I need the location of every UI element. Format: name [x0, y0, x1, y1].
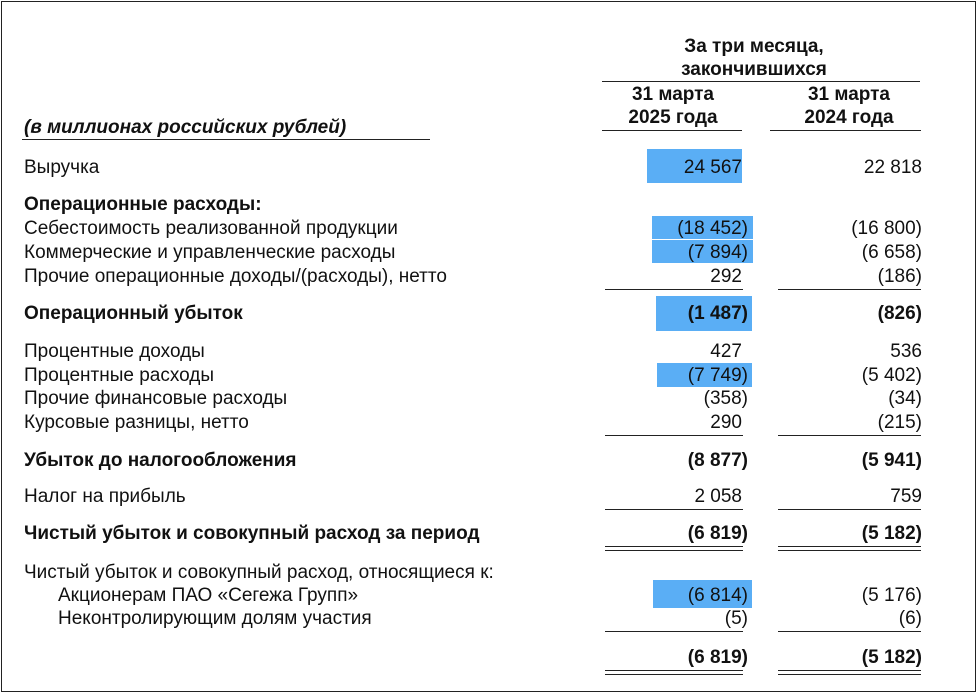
subtotal-rule-4-col1 — [605, 631, 743, 632]
value-2024-int-income: 536 — [890, 341, 922, 362]
value-2024-net-loss: (5 182) — [861, 523, 922, 544]
double-rule-total-col1 — [605, 670, 743, 675]
value-2025-int-expense: (7 749) — [687, 365, 748, 386]
value-2024-revenue: 22 818 — [863, 157, 922, 178]
value-2025-op-loss: (1 487) — [687, 303, 748, 324]
value-2025-pretax-loss: (8 877) — [687, 450, 748, 471]
row-label-revenue: Выручка — [24, 157, 100, 178]
value-2024-shareholders: (5 176) — [861, 585, 922, 606]
value-2025-other-op: 292 — [710, 266, 742, 287]
value-2024-other-op: (186) — [877, 266, 922, 287]
row-label-shareholders: Акционерам ПАО «Сегежа Групп» — [58, 585, 359, 606]
value-2025-tax: 2 058 — [694, 486, 742, 507]
period-title-2: закончившихся — [681, 59, 827, 80]
header-rule — [602, 81, 920, 82]
col1-header-line1: 31 марта — [631, 84, 714, 105]
value-2025-fx: 290 — [710, 412, 742, 433]
subtotal-rule-1-col1 — [605, 289, 743, 290]
row-label-op-loss: Операционный убыток — [24, 303, 243, 324]
double-rule-net-col2 — [778, 546, 921, 551]
value-2025-nci: (5) — [724, 608, 748, 629]
period-title-1: За три месяца, — [684, 36, 824, 57]
value-2024-total: (5 182) — [861, 647, 922, 668]
value-2024-fx: (215) — [877, 412, 922, 433]
row-label-cogs: Себестоимость реализованной продукции — [24, 218, 398, 239]
subtotal-rule-3-col2 — [778, 509, 921, 510]
value-2025-int-income: 427 — [710, 341, 742, 362]
row-label-int-income: Процентные доходы — [24, 341, 205, 362]
value-2024-tax: 759 — [890, 486, 922, 507]
value-2024-other-fin: (34) — [888, 388, 922, 409]
row-label-attrib-title: Чистый убыток и совокупный расход, относящиеся к: — [24, 562, 494, 583]
row-label-int-expense: Процентные расходы — [24, 365, 215, 386]
row-label-other-fin: Прочие финансовые расходы — [24, 388, 288, 409]
double-rule-total-col2 — [778, 670, 921, 675]
value-2025-other-fin: (358) — [703, 388, 748, 409]
document-frame — [1, 1, 976, 692]
subtotal-rule-2-col2 — [778, 435, 921, 436]
units-label: (в миллионах российских рублей) — [24, 117, 347, 138]
value-2025-sga: (7 894) — [687, 242, 748, 263]
col1-header-rule — [602, 130, 742, 131]
subtotal-rule-1-col2 — [778, 289, 921, 290]
subtotal-rule-4-col2 — [778, 631, 921, 632]
value-2024-cogs: (16 800) — [851, 218, 922, 239]
row-label-net-loss: Чистый убыток и совокупный расход за период — [24, 523, 480, 544]
col2-header-rule — [770, 130, 921, 131]
value-2025-net-loss: (6 819) — [687, 523, 748, 544]
units-rule — [22, 139, 430, 140]
row-label-fx: Курсовые разницы, нетто — [24, 412, 249, 433]
row-label-nci: Неконтролирующим долям участия — [58, 608, 372, 629]
col2-header-line2: 2024 года — [804, 107, 894, 128]
row-label-tax: Налог на прибыль — [24, 486, 186, 507]
value-2024-int-expense: (5 402) — [861, 365, 922, 386]
value-2025-cogs: (18 452) — [677, 218, 748, 239]
row-label-pretax-loss: Убыток до налогообложения — [24, 450, 297, 471]
double-rule-net-col1 — [605, 546, 743, 551]
value-2025-shareholders: (6 814) — [687, 585, 748, 606]
subtotal-rule-3-col1 — [605, 509, 743, 510]
value-2025-revenue: 24 567 — [683, 157, 742, 178]
value-2024-pretax-loss: (5 941) — [861, 450, 922, 471]
col1-header-line2: 2025 года — [628, 107, 718, 128]
value-2024-nci: (6) — [898, 608, 922, 629]
value-2025-total: (6 819) — [687, 647, 748, 668]
subtotal-rule-2-col1 — [605, 435, 743, 436]
row-label-opex-title: Операционные расходы: — [24, 194, 262, 215]
value-2024-op-loss: (826) — [877, 303, 922, 324]
row-label-other-op: Прочие операционные доходы/(расходы), нетто — [24, 266, 447, 287]
value-2024-sga: (6 658) — [861, 242, 922, 263]
row-label-sga: Коммерческие и управленческие расходы — [24, 242, 396, 263]
col2-header-line1: 31 марта — [807, 84, 890, 105]
